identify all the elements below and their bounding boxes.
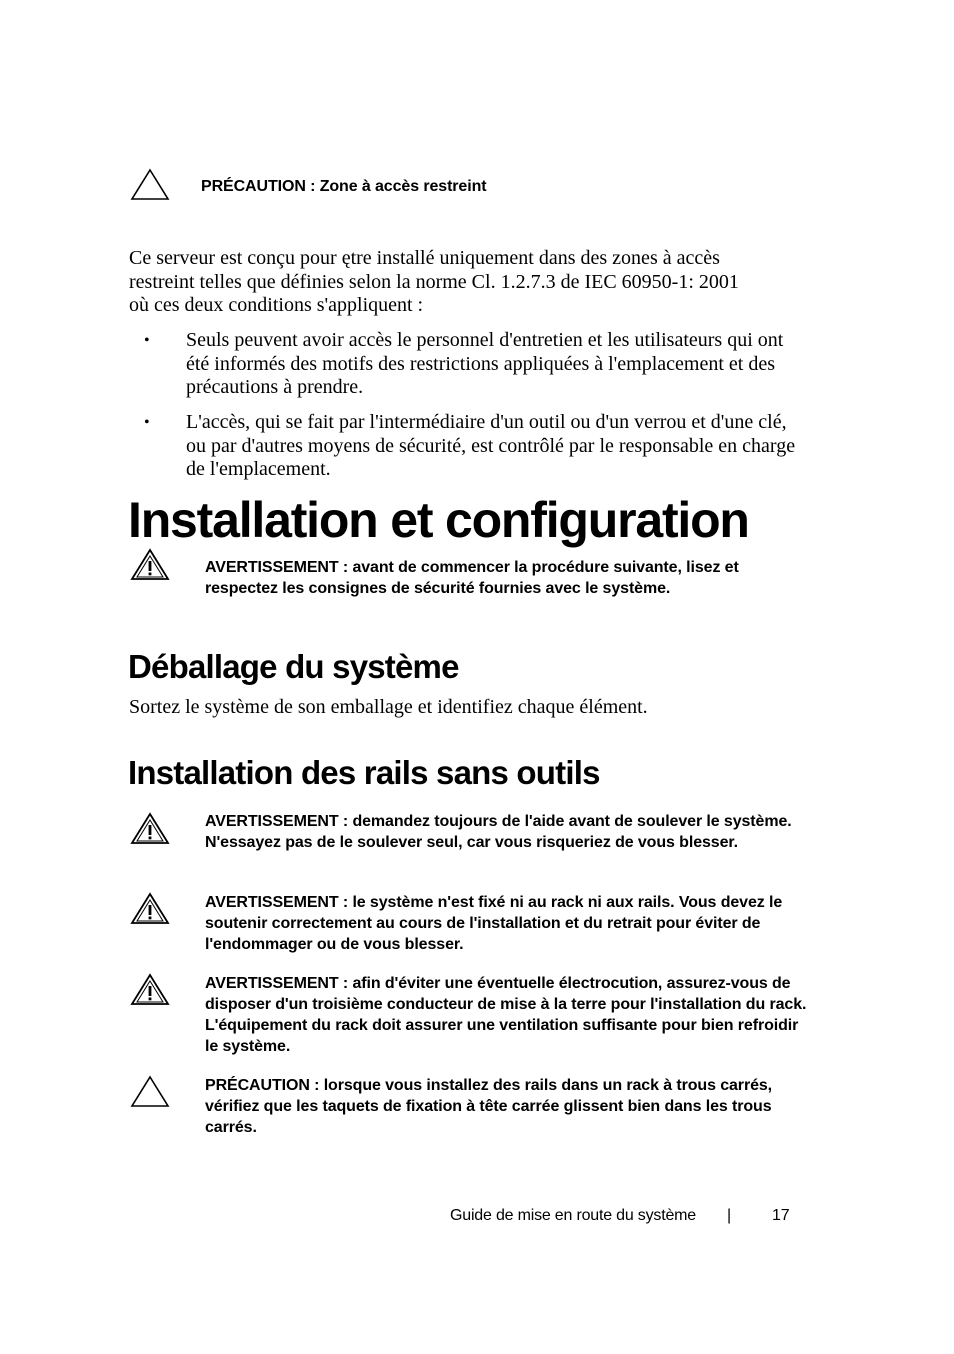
warning-triangle-icon <box>130 892 170 926</box>
intro-paragraph: Ce serveur est conçu pour ętre installé uniquement dans des zones à accès restreint telles que définies selon la norme Cl. 1.2.7.3 de IEC 60950-1: 2001 où ces deux conditions s'appliquent : <box>129 247 739 316</box>
section-heading-unpacking: Déballage du système <box>128 648 459 685</box>
bullet-glyph: • <box>144 332 150 349</box>
unpacking-text: Sortez le système de son emballage et identifiez chaque élément. <box>129 696 648 718</box>
warning-triangle-icon <box>130 812 170 846</box>
footer-guide-title: Guide de mise en route du système <box>450 1207 696 1224</box>
caution-triangle-icon <box>130 168 170 202</box>
page-number: 17 <box>772 1207 790 1224</box>
bullet-text: L'accès, qui se fait par l'intermédiaire d'un outil ou d'un verrou et d'une clé, ou par d'autres moyens de sécurité, est contrôlé par le responsable en charge de l'emplacement. <box>186 411 796 480</box>
warning-text: AVERTISSEMENT : afin d'éviter une éventuelle électrocution, assurez-vous de disposer d'un troisième conducteur de mise à la terre pour l'installation du rack. L'équipement du rack doit assurer une ventilation suffisante pour bien refroidir le système. <box>205 975 807 1055</box>
page-title: Installation et configuration <box>128 492 749 548</box>
footer-separator: | <box>727 1207 731 1224</box>
bullet-glyph: • <box>144 414 150 431</box>
caution-text: PRÉCAUTION : lorsque vous installez des rails dans un rack à trous carrés, vérifiez que les taquets de fixation à tête carrée glissent bien dans les trous carrés. <box>205 1077 773 1136</box>
warning-text: AVERTISSEMENT : demandez toujours de l'aide avant de soulever le système. N'essayez pas de le soulever seul, car vous risqueriez de vous blesser. <box>205 813 792 851</box>
warning-triangle-icon <box>130 548 170 582</box>
caution-text: PRÉCAUTION : Zone à accès restreint <box>201 178 487 195</box>
section-heading-rails: Installation des rails sans outils <box>128 754 600 791</box>
warning-text: AVERTISSEMENT : avant de commencer la procédure suivante, lisez et respectez les consignes de sécurité fournies avec le système. <box>205 559 739 597</box>
caution-triangle-icon <box>130 1075 170 1109</box>
warning-triangle-icon <box>130 973 170 1007</box>
bullet-text: Seuls peuvent avoir accès le personnel d'entretien et les utilisateurs qui ont été informés des motifs des restrictions appliquées à l'emplacement et des précautions à prendre. <box>186 329 784 398</box>
warning-text: AVERTISSEMENT : le système n'est fixé ni au rack ni aux rails. Vous devez le soutenir correctement au cours de l'installation et du retrait pour éviter de l'endommager ou de vous blesser. <box>205 894 783 953</box>
